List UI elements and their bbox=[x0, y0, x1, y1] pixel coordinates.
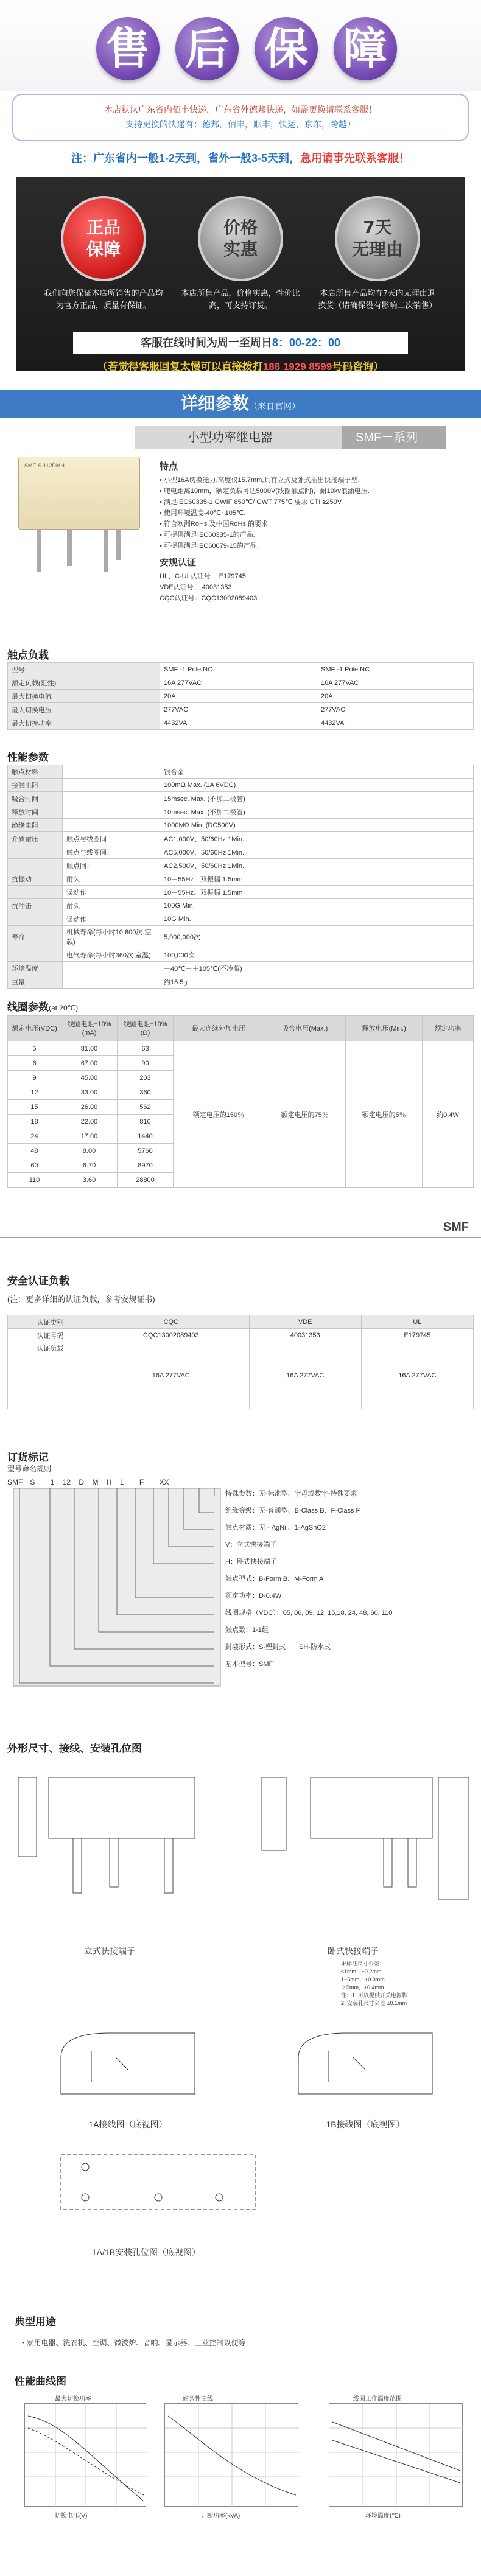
feature-item: • 爬电距离10mm，额定负载可达5000V(线圈触点间)，耐10kv浪涌电压. bbox=[160, 488, 370, 495]
price-badge bbox=[198, 196, 283, 281]
cert-title: 安规认证 bbox=[160, 558, 197, 568]
order-sub: 型号命名规则 bbox=[7, 1465, 52, 1473]
service-text: 客服在线时间为周一至周日 bbox=[140, 337, 272, 349]
divider bbox=[0, 1237, 481, 1238]
badge-caption-1: 我们向您保证本店所销售的产品均为官方正品，质量有保证。 bbox=[44, 289, 163, 310]
product-series: SMF－系列 bbox=[342, 426, 446, 449]
return-badge bbox=[335, 196, 420, 281]
order-item: 封装形式：S-塑封式 SH-防水式 bbox=[225, 1643, 331, 1651]
details-subtitle: （来自官网） bbox=[249, 401, 300, 411]
title-char-2: 后 bbox=[175, 17, 239, 80]
order-item: 基本型号：SMF bbox=[225, 1661, 273, 1668]
feature-item: • 符合欧洲RoHs 及中国RoHs 的要求. bbox=[160, 520, 270, 528]
order-item: 线圈规格（VDC）：05, 06, 09, 12, 15,18, 24, 48, 60, 110 bbox=[225, 1609, 393, 1617]
notice-line-1: 本店默认广东省内佰丰快递，广东省外德邦快递，如需更换请联系客服！ bbox=[104, 105, 377, 114]
badge-2-line-2: 实惠 bbox=[223, 239, 258, 259]
dimension-notes: 未标注尺寸公差： ≤1mm，±0.2mm 1~5mm，±0.3mm ＞5mm，±0.4mm 注：1. 可以提供开关电源脚 2. 安装孔尺寸公差 ±0.1mm bbox=[341, 1961, 408, 2006]
order-item: 触点数：1-1组 bbox=[225, 1626, 269, 1634]
performance-title: 性能参数 bbox=[7, 752, 49, 763]
service-note-end: 号码咨询） bbox=[332, 361, 384, 373]
title-char-4: 障 bbox=[334, 17, 397, 80]
order-item: 触点型式：B-Form B、M-Form A bbox=[225, 1575, 324, 1583]
safety-table: 认证类别 CQC VDE UL 认证号码 CQC13002089403 40031353 E179745 认证负载 16A 277VAC 16A 277VAC 16A 277VAC bbox=[7, 1315, 474, 1409]
features-title: 特点 bbox=[160, 461, 178, 472]
curve1-title: 最大切换功率 bbox=[55, 2396, 91, 2403]
title-char-3: 保 bbox=[255, 17, 318, 80]
feature-item: • 可提供满足IEC60079-15的产品. bbox=[160, 542, 259, 550]
header-banner bbox=[0, 0, 481, 91]
urgent-text: 急用请事先联系客服！ bbox=[300, 152, 410, 164]
max-switching-chart bbox=[24, 2403, 146, 2507]
order-code: SMF－S －1 12 D M H 1 －F －XX bbox=[7, 1478, 169, 1486]
badge-3-line-2: 无理由 bbox=[351, 239, 403, 259]
feature-item: • 使用环境温度-40℃~105℃. bbox=[160, 509, 246, 517]
title-char-1: 售 bbox=[96, 17, 160, 80]
order-item: V：立式快接端子 bbox=[225, 1541, 277, 1549]
order-item: H：卧式快接端子 bbox=[225, 1558, 277, 1566]
relay-pins-icon bbox=[30, 530, 128, 578]
order-brackets bbox=[7, 1488, 226, 1692]
service-phone bbox=[0, 358, 481, 373]
vertical-drawing bbox=[12, 1765, 213, 1917]
shipping-text: 注：广东省内一般1-2天到，省外一般3-5天到， bbox=[71, 152, 301, 164]
phone-number[interactable]: 188 1929 8599 bbox=[262, 361, 332, 373]
order-item: 触点材质：无 - AgNi 、1-AgSnO2 bbox=[225, 1524, 326, 1531]
order-item: 额定功率：D-0.4W bbox=[225, 1592, 282, 1600]
badge-1-line-2: 保障 bbox=[86, 239, 121, 259]
order-item: 特殊参数：无-标准型、字母或数字-特殊要求 bbox=[225, 1490, 357, 1497]
usage-title: 典型用途 bbox=[15, 2316, 56, 2328]
coil-title: 线圈参数(at 20℃) bbox=[7, 1001, 79, 1013]
badge-caption-2: 本店所售产品，价格实惠，性价比高，可支持订货。 bbox=[181, 289, 300, 310]
safety-note: (注：更多详细的认证负载，参考安规证书) bbox=[7, 1295, 155, 1304]
badge-1-line-1: 正品 bbox=[86, 217, 121, 237]
badge-3-line-1: 7天 bbox=[363, 217, 392, 237]
features-block bbox=[160, 461, 476, 604]
performance-table: 触点材料 银合金 接触电阻 100mΩ Max. (1A 6VDC) 吸合时间 15msec. Max. (不加二极管) 释放时间 10msec. Max. (不加二极管) 绝缘电阻 1000MΩ Min. (DC500V) 介质耐压 触点与线圈间： AC1,000V、50/60Hz 1Min. 触点与线圈间： AC5,000V、50/60Hz 1Min. 触点间： AC2,500V、50/60Hz 1Min. 抗振动 耐久 10－55Hz、双振幅 1.5mm 误动作 10－55Hz、双振幅 1.5mm 抗冲击 耐久 100G Min. 误动作 10G Min. 寿命 机械寿命(每小时10,800次 空载) 5,000,000次 电气寿命(每小时360次 室温) 100,000次 环境温度 －40℃－＋105℃(不冷凝) 重量 约15.5g bbox=[7, 765, 474, 989]
curve1-xlabel: 切换电压(V) bbox=[55, 2513, 88, 2519]
badge-2-line-1: 价格 bbox=[223, 217, 258, 237]
smf-label: SMF bbox=[443, 1220, 469, 1234]
coil-temp-chart bbox=[329, 2403, 463, 2507]
wiring-1b-drawing bbox=[274, 2021, 457, 2112]
cert-item: UL、C-UL认证号： E179745 bbox=[160, 573, 246, 580]
vertical-caption: 立式快接端子 bbox=[84, 1946, 135, 1956]
order-item: 绝缘等级：无-普通型、B-Class B、F-Class F bbox=[225, 1507, 360, 1514]
feature-item: • 小型16A切换能力,高度仅15.7mm,具有立式及卧式插出快接端子型. bbox=[160, 477, 360, 484]
wiring-1b-caption: 1B接线图（底视图） bbox=[326, 2119, 405, 2129]
shipping-time bbox=[0, 150, 481, 166]
mounting-holes-drawing bbox=[37, 2143, 292, 2234]
cert-item: CQC认证号：CQC13002089403 bbox=[160, 595, 258, 602]
durability-chart bbox=[164, 2403, 298, 2507]
service-note: （若觉得客服回复太慢可以直接拨打 bbox=[97, 361, 263, 373]
horizontal-caption: 卧式快接端子 bbox=[328, 1946, 379, 1956]
order-legend bbox=[225, 1485, 392, 1673]
order-title: 订货标记 bbox=[7, 1452, 49, 1463]
contact-load-table: 型号 SMF -1 Pole NO SMF -1 Pole NC 额定负载(阻性) 16A 277VAC 16A 277VAC 最大切换电流 20A 20A 最大切换电压 277VAC 277VAC 最大切换功率 4432VA 4432VA bbox=[7, 662, 474, 730]
curve2-xlabel: 开断功率(kVA) bbox=[201, 2513, 240, 2519]
genuine-badge bbox=[61, 196, 146, 281]
cert-item: VDE认证号： 40031353 bbox=[160, 584, 232, 591]
coil-table: 额定电压(VDC) 线圈电阻±10% (mA) 线圈电阻±10% (Ω) 最大连续外加电压 吸合电压(Max.) 释放电压(Min.) 额定功率 5 81.00 63 额定电压的150％ 额定电压的75％ 额定电压的5％ 约0.4W 6 67.00 90 9 45.00 203 12 33.00 360 15 26.00 562 18 22.00 810 24 17.00 1440 48 8.00 5760 60 6.70 8970 110 3.60 28800 bbox=[7, 1015, 474, 1188]
feature-item: • 满足IEC60335-1 GWIF 850℃/ GWT 775℃ 要求 CTI ≥250V. bbox=[160, 499, 343, 506]
feature-item: • 可提供满足IEC60335-1的产品. bbox=[160, 531, 255, 539]
shipping-notice bbox=[12, 94, 469, 141]
details-title: 详细参数 bbox=[180, 394, 249, 413]
service-hours bbox=[73, 332, 408, 354]
relay-label: SMF-S-112DMH bbox=[24, 463, 65, 469]
curve3-title: 线圈工作温度范围 bbox=[353, 2396, 402, 2403]
mounting-caption: 1A/1B安装孔位图（底视图） bbox=[91, 2247, 201, 2257]
service-time: 8：00-22：00 bbox=[272, 337, 341, 349]
usage-text: • 家用电器、洗衣机、空调、微波炉、音响、显示器、工业控制以便等 bbox=[22, 2339, 246, 2347]
curves-title: 性能曲线图 bbox=[15, 2376, 66, 2387]
badge-caption-3: 本店所售产品均在7天内无理由退换货（请确保没有影响二次销售） bbox=[318, 289, 437, 310]
details-bar bbox=[0, 390, 481, 418]
safety-title: 安全认证负载 bbox=[7, 1275, 69, 1287]
curve2-title: 耐久性曲线 bbox=[183, 2396, 213, 2403]
curve3-xlabel: 环境温度(℃) bbox=[365, 2513, 401, 2519]
wiring-1a-drawing bbox=[37, 2021, 219, 2112]
wiring-1a-caption: 1A接线图（底视图） bbox=[88, 2119, 167, 2129]
dimensions-title: 外形尺寸、接线、安装孔位图 bbox=[7, 1743, 142, 1754]
product-title: 小型功率继电器 bbox=[135, 426, 342, 449]
contact-load-title: 触点负载 bbox=[7, 649, 49, 661]
notice-line-2: 支持更换的快递有：德邦，佰丰，顺丰，快运，京东，跨越） bbox=[125, 119, 356, 129]
horizontal-drawing bbox=[256, 1765, 475, 1917]
